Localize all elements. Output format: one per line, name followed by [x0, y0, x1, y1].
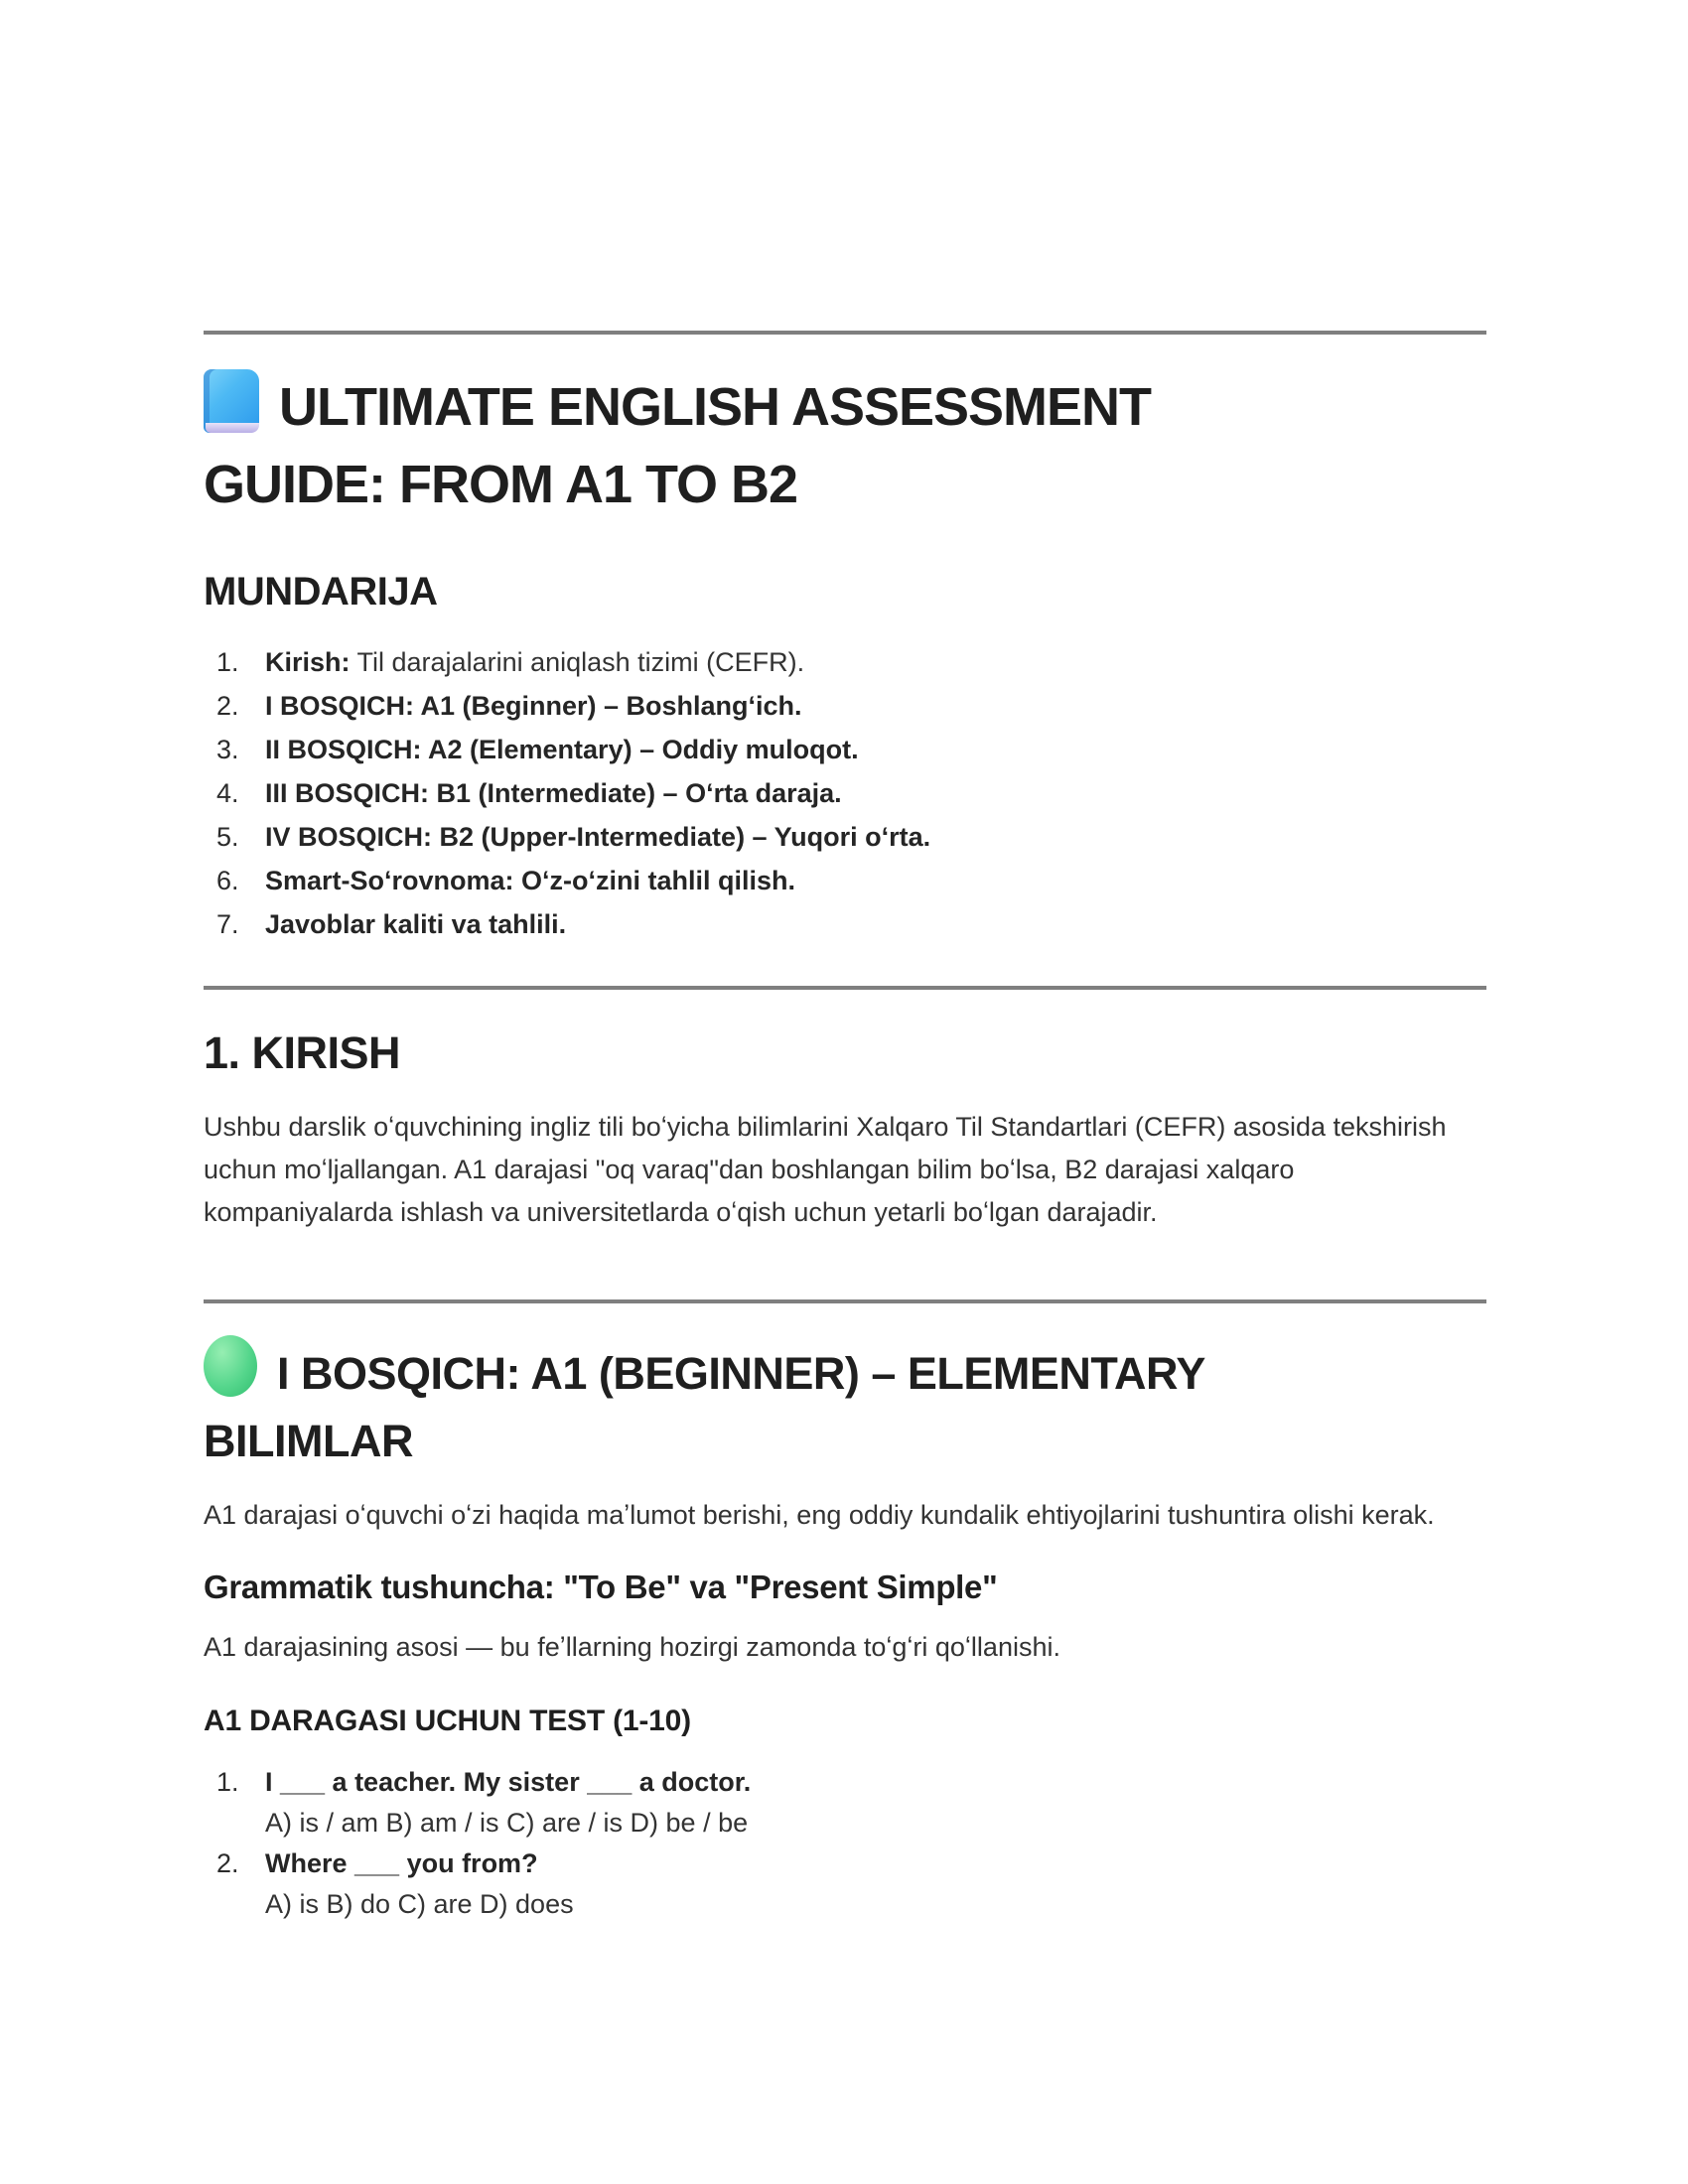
toc-item	[216, 902, 1486, 946]
list-number: 4.	[216, 777, 239, 808]
test-answers: A) is / am B) am / is C) are / is D) be / be	[265, 1808, 749, 1839]
toc-item	[216, 728, 1486, 771]
toc-item-text: Javoblar kaliti va tahlili.	[265, 908, 567, 939]
toc-item-text: Smart-Soʻrovnoma: Oʻz-oʻzini tahlil qilish.	[265, 865, 796, 895]
test-item	[204, 1843, 1486, 1925]
toc-item-text: II BOSQICH: A2 (Elementary) – Oddiy muloqot.	[265, 734, 859, 764]
toc-item	[216, 640, 1486, 684]
bosqich1-paragraph: A1 darajasi oʻquvchi oʻzi haqida maʼlumot berishi, eng oddiy kundalik ehtiyojlarini tushuntira olishi kerak.	[204, 1500, 1435, 1531]
toc-item	[216, 815, 1486, 859]
test-question-row	[216, 1762, 1486, 1803]
test-question: Where ___ you from?	[265, 1848, 538, 1879]
test-list	[204, 1762, 1486, 1925]
toc-item	[216, 684, 1486, 728]
toc-item-text	[265, 640, 804, 684]
list-number: 6.	[216, 865, 239, 895]
list-number: 2.	[216, 1848, 239, 1879]
grammar-paragraph: A1 darajasining asosi — bu feʼllarning hozirgi zamonda toʻgʻri qoʻllanishi.	[204, 1632, 1060, 1663]
page-title-line2: GUIDE: FROM A1 TO B2	[204, 455, 798, 515]
toc-heading: MUNDARIJA	[204, 569, 438, 614]
toc-item	[216, 859, 1486, 902]
list-number: 1.	[216, 1767, 239, 1798]
test-question: I ___ a teacher. My sister ___ a doctor.	[265, 1767, 752, 1798]
kirish-heading: 1. KIRISH	[204, 1026, 401, 1078]
blue-book-icon	[204, 369, 259, 433]
test-answers: A) is B) do C) are D) does	[265, 1889, 574, 1920]
test-question-row	[216, 1843, 1486, 1884]
list-number: 2.	[216, 690, 239, 721]
test-item	[204, 1762, 1486, 1843]
toc-item-rest: Til darajalarini aniqlash tizimi (CEFR).	[350, 646, 805, 677]
page-title	[204, 368, 1486, 524]
list-number: 3.	[216, 734, 239, 764]
grammar-heading: Grammatik tushuncha: "To Be" va "Present Simple"	[204, 1569, 998, 1606]
horizontal-rule-kirish	[204, 986, 1486, 990]
toc-list	[204, 640, 1486, 946]
horizontal-rule-top	[204, 331, 1486, 335]
toc-item-text: III BOSQICH: B1 (Intermediate) – Oʻrta daraja.	[265, 777, 842, 808]
list-number: 1.	[216, 646, 239, 677]
horizontal-rule-bosqich1	[204, 1299, 1486, 1303]
kirish-paragraph: Ushbu darslik oʻquvchining ingliz tili boʻyicha bilimlarini Xalqaro Til Standartlari (CEFR) asosida tekshirish uchun moʻljallangan. A1 darajasi "oq varaq"dan boshlangan bilim boʻlsa, B2 darajasi xalqaro kompaniyalarda ishlash va universitetlarda oʻqish uchun yetarli boʻlgan darajadir.	[204, 1112, 1447, 1228]
list-number: 5.	[216, 821, 239, 852]
toc-item	[216, 771, 1486, 815]
toc-item-bold: Kirish:	[265, 646, 351, 677]
toc-item-text: IV BOSQICH: B2 (Upper-Intermediate) – Yuqori oʻrta.	[265, 821, 931, 852]
bosqich1-heading-line1: I BOSQICH: A1 (BEGINNER) – ELEMENTARY	[277, 1348, 1205, 1400]
bosqich1-heading	[204, 1335, 1486, 1474]
green-circle-icon	[204, 1335, 257, 1397]
toc-item-text: I BOSQICH: A1 (Beginner) – Boshlangʻich.	[265, 690, 802, 721]
page-title-line1: ULTIMATE ENGLISH ASSESSMENT	[279, 377, 1152, 437]
bosqich1-heading-line2: BILIMLAR	[204, 1415, 413, 1466]
list-number: 7.	[216, 908, 239, 939]
test-heading: A1 DARAGASI UCHUN TEST (1-10)	[204, 1705, 691, 1738]
